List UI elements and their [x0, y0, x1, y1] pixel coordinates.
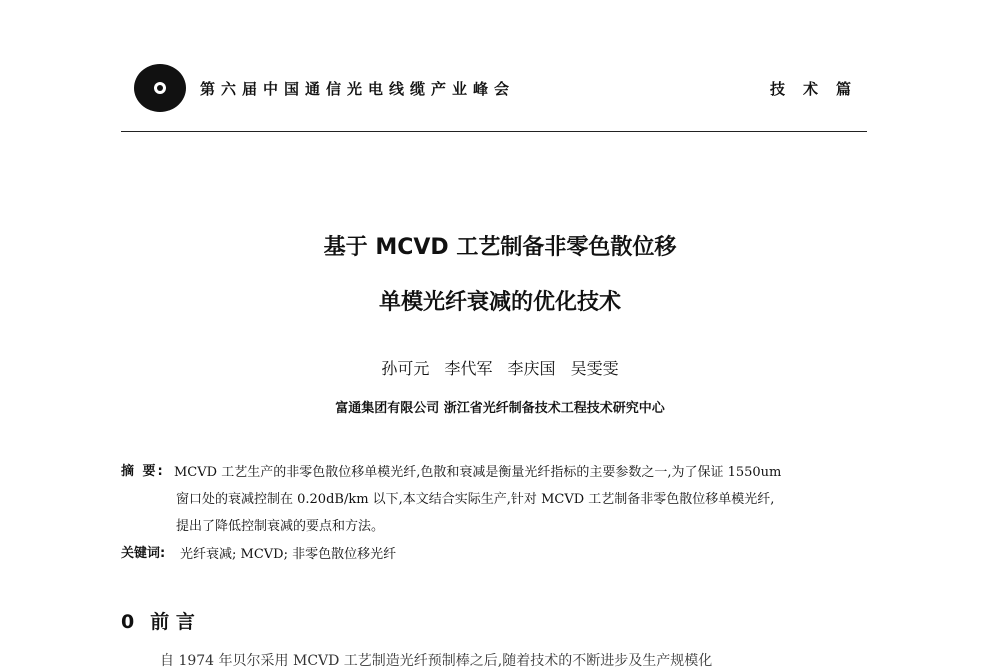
header-rule [121, 131, 867, 132]
section-title: 前 言 [150, 611, 195, 633]
abstract-line: MCVD 工艺生产的非零色散位移单模光纤,色散和衰减是衡量光纤指标的主要参数之一,为了保证 1550um [174, 465, 782, 480]
paper-title-line-2: 单模光纤衰减的优化技术 [378, 290, 621, 315]
keywords-label: 关键词: [121, 546, 166, 561]
section-heading [121, 607, 195, 634]
paper-title-line-1: 基于 MCVD 工艺制备非零色散位移 [323, 235, 677, 260]
section-tag: 技术篇 [770, 80, 870, 98]
conference-name: 第六届中国通信光电线缆产业峰会 [200, 80, 516, 98]
abstract-line: 提出了降低控制衰减的要点和方法。 [176, 519, 385, 534]
authors: 孙可元 李代军 李庆国 吴雯雯 [381, 359, 619, 378]
section-number: 0 [121, 611, 135, 633]
keywords-text: 光纤衰减; MCVD; 非零色散位移光纤 [180, 547, 397, 562]
abstract-line: 窗口处的衰减控制在 0.20dB/km 以下,本文结合实际生产,针对 MCVD 工艺制备非零色散位移单模光纤, [176, 492, 775, 507]
conference-logo-icon [133, 63, 187, 113]
affiliation: 富通集团有限公司 浙江省光纤制备技术工程技术研究中心 [335, 401, 665, 416]
abstract-label: 摘 要: [121, 464, 165, 479]
body-text-partial: 自 1974 年贝尔采用 MCVD 工艺制造光纤预制棒之后,随着技术的不断进步及生产规模化 [160, 653, 713, 669]
